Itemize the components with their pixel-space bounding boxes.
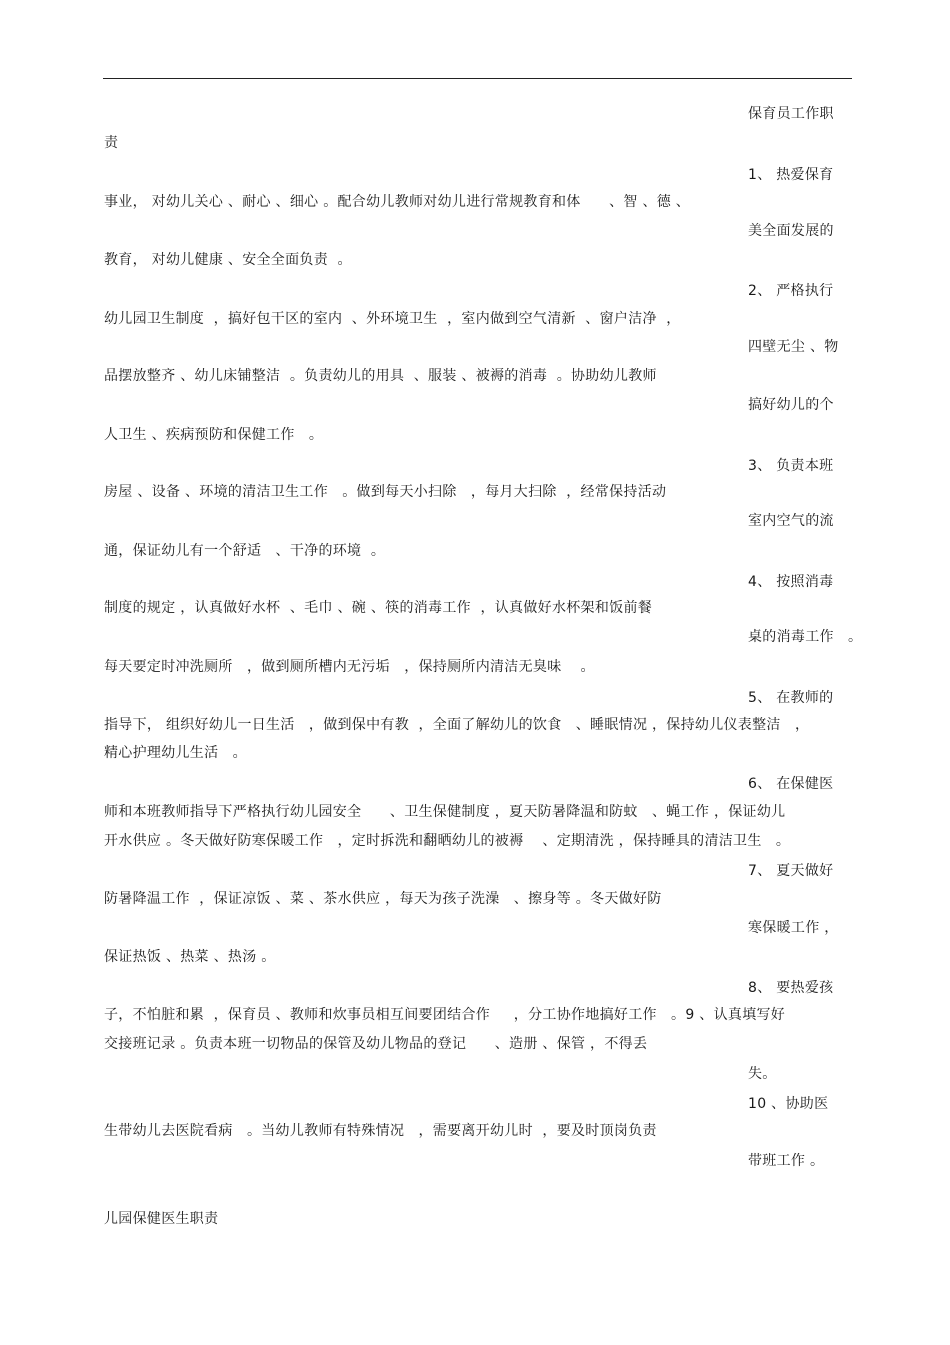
text-line: 每天要定时冲洗厕所 ，做到厕所槽内无污垢 ，保持厕所内清洁无臭味 。 xyxy=(104,659,595,675)
text-line: 房屋 、设备 、环境的清洁卫生工作 。做到每天小扫除 ，每月大扫除 ，经常保持活动 xyxy=(104,484,667,500)
duty-5-heading: 5、 在教师的 xyxy=(748,690,834,706)
text-line: 通，保证幼儿有一个舒适 、干净的环境 。 xyxy=(104,543,386,559)
text-line: 带班工作 。 xyxy=(748,1153,825,1169)
duty-6-heading: 6、 在保健医 xyxy=(748,776,834,792)
text-line: 教育， 对幼儿健康 、安全全面负责 。 xyxy=(104,252,352,268)
text-line: 美全面发展的 xyxy=(748,223,834,239)
text-line: 精心护理幼儿生活 。 xyxy=(104,745,247,761)
text-line: 寒保暖工作 ， xyxy=(748,920,839,936)
header-rule xyxy=(103,78,852,79)
text-line: 搞好幼儿的个 xyxy=(748,397,834,413)
duty-7-heading: 7、 夏天做好 xyxy=(748,863,834,879)
duty-2-heading: 2、 严格执行 xyxy=(748,283,834,299)
text-line: 四壁无尘 、物 xyxy=(748,339,839,355)
text-line: 失。 xyxy=(748,1066,777,1082)
text-line: 幼儿园卫生制度 ，搞好包干区的室内 、外环境卫生 ，室内做到空气清新 、窗户洁净 ， xyxy=(104,311,681,327)
text-line: 人卫生 、疾病预防和保健工作 。 xyxy=(104,427,324,443)
text-line: 保证热饭 、热菜 、热汤 。 xyxy=(104,949,276,965)
text-line: 桌的消毒工作 。 xyxy=(748,629,863,645)
text-line: 制度的规定 ，认真做好水杯 、毛巾 、碗 、筷的消毒工作 ，认真做好水杯架和饭前餐 xyxy=(104,600,653,616)
text-line: 师和本班教师指导下严格执行幼儿园安全 、卫生保健制度 ，夏天防暑降温和防蚊 、蝇工作 ，保证幼儿 xyxy=(104,804,786,820)
text-line: 子，不怕脏和累 ，保育员 、教师和炊事员相互间要团结合作 ，分工协作地搞好工作 。9 、认真填写好 xyxy=(104,1007,786,1023)
duty-3-heading: 3、 负责本班 xyxy=(748,458,834,474)
text-line: 事业， 对幼儿关心 、耐心 、细心 。配合幼儿教师对幼儿进行常规教育和体 、智 、德 、 xyxy=(104,194,691,210)
text-line: 开水供应 。冬天做好防寒保暖工作 ，定时拆洗和翻晒幼儿的被褥 、定期清洗 ，保持睡具的清洁卫生 。 xyxy=(104,833,791,849)
duty-8-heading: 8、 要热爱孩 xyxy=(748,980,834,996)
doc-title-part1: 保育员工作职 xyxy=(748,106,834,122)
next-section-title: 儿园保健医生职责 xyxy=(104,1211,219,1227)
text-line: 生带幼儿去医院看病 。当幼儿教师有特殊情况 ，需要离开幼儿时 ，要及时顶岗负责 xyxy=(104,1123,657,1139)
duty-10-heading: 10 、协助医 xyxy=(748,1096,829,1112)
doc-title-part2: 责 xyxy=(104,135,119,151)
text-line: 防暑降温工作 ，保证凉饭 、菜 、茶水供应 ，每天为孩子洗澡 、擦身等 。冬天做好防 xyxy=(104,891,662,907)
duty-1-heading: 1、 热爱保育 xyxy=(748,167,834,183)
text-line: 室内空气的流 xyxy=(748,513,834,529)
text-line: 品摆放整齐 、幼儿床铺整洁 。负责幼儿的用具 、服装 、被褥的消毒 。协助幼儿教师 xyxy=(104,368,657,384)
text-line: 交接班记录 。负责本班一切物品的保管及幼儿物品的登记 、造册 、保管 ，不得丢 xyxy=(104,1036,648,1052)
text-line: 指导下， 组织好幼儿一日生活 ，做到保中有教 ，全面了解幼儿的饮食 、睡眠情况 ，保持幼儿仪表整洁 ， xyxy=(104,717,810,733)
duty-4-heading: 4、 按照消毒 xyxy=(748,574,834,590)
